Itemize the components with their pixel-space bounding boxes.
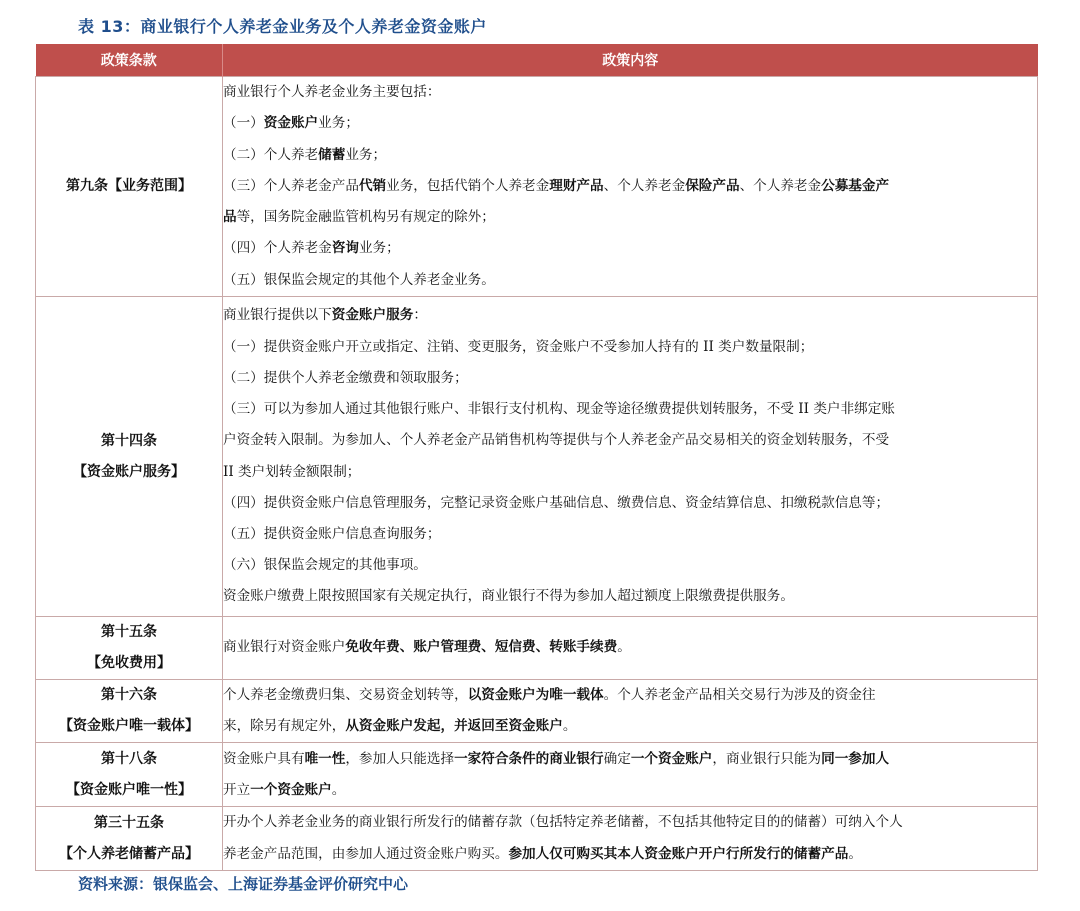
header-policy-content: 政策内容 [223, 44, 1038, 77]
content-text: 。 [617, 639, 631, 656]
table-header-row [36, 44, 1038, 77]
table-row [36, 743, 1038, 807]
content-text: （五）银保监会规定的其他个人养老金业务。 [223, 271, 495, 288]
header-policy-clause: 政策条款 [36, 44, 223, 77]
content-line [223, 839, 1037, 870]
policy-clause-cell [36, 297, 223, 617]
content-emphasis: 资金账户 [263, 115, 319, 132]
content-line [223, 488, 1037, 519]
content-text: 商业银行提供以下 [223, 307, 332, 324]
content-text: 。个人养老金产品相关交易行为涉及的资金往 [603, 687, 876, 703]
content-line [223, 519, 1037, 550]
content-text: 资金账户缴费上限按照国家有关规定执行，商业银行不得为参加人超过额度上限缴费提供服务。 [223, 588, 794, 605]
content-text: ，参加人只能选择 [345, 750, 455, 767]
content-text: 。 [331, 781, 346, 798]
content-text: 户资金转入限制。为参加人、个人养老金产品销售机构等提供与个人养老金产品交易相关的资金划转服务，不受 [223, 432, 890, 449]
content-line [223, 265, 1037, 296]
content-line [223, 171, 1037, 202]
content-text: 商业银行对资金账户 [223, 639, 346, 656]
source-note: 资料来源：银保监会、上海证券基金评价研究中心 [78, 875, 409, 893]
content-emphasis: 咨询 [331, 240, 359, 257]
content-line [223, 744, 1037, 775]
content-text: 商业银行个人养老金业务主要包括： [223, 84, 441, 101]
policy-content-cell [223, 680, 1038, 743]
table-body [36, 77, 1038, 871]
content-line [223, 711, 1037, 742]
table-row [36, 807, 1038, 870]
content-emphasis: 公募基金产 [821, 177, 890, 194]
clause-label: 第三十五条 [94, 814, 164, 831]
content-text: 资金账户具有 [223, 750, 305, 767]
content-text: （三）可以为参加人通过其他银行账户、非银行支付机构、现金等途径缴费提供划转服务，不受 II 类户非绑定账 [223, 401, 895, 418]
clause-label: 第十四条 [101, 432, 157, 449]
content-text: （一） [223, 115, 264, 132]
table-title: 表 13：商业银行个人养老金业务及个人养老金资金账户 [78, 17, 487, 36]
content-emphasis: 保险产品 [685, 177, 740, 194]
content-text: （二）提供个人养老金缴费和领取服务； [223, 369, 468, 386]
content-text: 开立 [223, 781, 251, 798]
content-text: 等，国务院金融监管机构另有规定的除外； [236, 209, 495, 226]
content-text: （三）个人养老金产品 [223, 177, 359, 194]
content-text: 、个人养老金 [603, 177, 686, 194]
policy-content-cell [223, 807, 1038, 870]
table-row [36, 297, 1038, 617]
content-emphasis: 唯一性 [304, 750, 346, 767]
content-line [223, 77, 1037, 108]
content-emphasis: 同一参加人 [821, 750, 890, 767]
table-row [36, 77, 1038, 297]
policy-content-cell [223, 743, 1038, 807]
content-emphasis: 品 [223, 209, 237, 226]
content-text: （二）个人养老 [223, 146, 319, 163]
content-text: ： [413, 307, 427, 324]
content-emphasis: 从资金账户发起，并返回至资金账户 [345, 718, 563, 735]
clause-label: 第九条【业务范围】 [66, 178, 192, 194]
table-row [36, 617, 1038, 680]
content-line [223, 680, 1037, 711]
clause-label: 【资金账户唯一性】 [66, 781, 192, 798]
content-text: II 类户划转金额限制； [223, 463, 361, 480]
clause-label: 【资金账户唯一载体】 [59, 718, 199, 735]
content-text: （五）提供资金账户信息查询服务； [223, 525, 441, 542]
clause-label: 【免收费用】 [87, 655, 171, 671]
content-line [223, 394, 1037, 425]
content-line [223, 332, 1037, 363]
content-line [223, 807, 1037, 838]
content-emphasis: 代销 [358, 177, 387, 194]
content-emphasis: 理财产品 [549, 177, 604, 194]
content-line [223, 632, 1037, 663]
clause-label: 第十五条 [101, 624, 157, 640]
content-text: 开办个人养老金业务的商业银行所发行的储蓄存款（包括特定养老储蓄，不包括其他特定目的的储蓄）可纳入个人 [223, 814, 903, 831]
content-emphasis: 免收年费、账户管理费、短信费、转账手续费 [345, 639, 618, 656]
content-text: 。 [562, 718, 577, 735]
policy-content-cell [223, 297, 1038, 617]
content-line [223, 581, 1037, 612]
content-text: 业务； [358, 240, 400, 257]
content-text: （四）个人养老金 [223, 240, 332, 257]
content-emphasis: 资金账户服务 [331, 307, 414, 324]
policy-clause-cell [36, 617, 223, 680]
content-line [223, 233, 1037, 264]
content-text: 养老金产品范围，由参加人通过资金账户购买。 [223, 845, 509, 862]
content-line [223, 425, 1037, 456]
content-line [223, 550, 1037, 581]
table-row [36, 680, 1038, 743]
content-text: 确定 [603, 750, 631, 767]
content-line [223, 457, 1037, 488]
clause-label: 【个人养老储蓄产品】 [59, 845, 199, 862]
policy-clause-cell [36, 77, 223, 297]
content-line [223, 363, 1037, 394]
content-emphasis: 以资金账户为唯一载体 [467, 687, 604, 703]
policy-clause-cell [36, 807, 223, 870]
content-text: （四）提供资金账户信息管理服务，完整记录资金账户基础信息、缴费信息、资金结算信息、扣缴税款信息等； [223, 494, 890, 511]
policy-content-cell [223, 617, 1038, 680]
content-text: 、个人养老金 [739, 177, 822, 194]
content-emphasis: 一个资金账户 [250, 781, 332, 798]
content-line [223, 140, 1037, 171]
content-line [223, 108, 1037, 139]
content-emphasis: 储蓄 [318, 146, 346, 163]
content-line [223, 202, 1037, 233]
clause-label: 第十八条 [101, 750, 157, 767]
clause-label: 第十六条 [101, 687, 157, 704]
content-line [223, 775, 1037, 806]
content-text: 。 [848, 845, 862, 862]
content-text: （一）提供资金账户开立或指定、注销、变更服务，资金账户不受参加人持有的 II 类户数量限制； [223, 338, 814, 355]
content-emphasis: 一个资金账户 [630, 750, 713, 767]
content-text: ，商业银行只能为 [712, 750, 822, 767]
content-emphasis: 参加人仅可购买其本人资金账户开户行所发行的储蓄产品 [508, 845, 849, 862]
policy-content-cell [223, 77, 1038, 297]
content-text: 来，除另有规定外， [223, 718, 346, 735]
policy-clause-cell [36, 680, 223, 743]
policy-clause-cell [36, 743, 223, 807]
content-emphasis: 一家符合条件的商业银行 [454, 750, 604, 767]
content-text: 业务； [345, 146, 387, 163]
policy-table [35, 44, 1038, 871]
clause-label: 【资金账户服务】 [73, 463, 185, 480]
content-text: 个人养老金缴费归集、交易资金划转等， [223, 687, 468, 703]
content-text: 业务，包括代销个人养老金 [386, 177, 550, 194]
content-line [223, 300, 1037, 331]
content-text: （六）银保监会规定的其他事项。 [223, 557, 427, 574]
content-text: 业务； [318, 115, 359, 132]
